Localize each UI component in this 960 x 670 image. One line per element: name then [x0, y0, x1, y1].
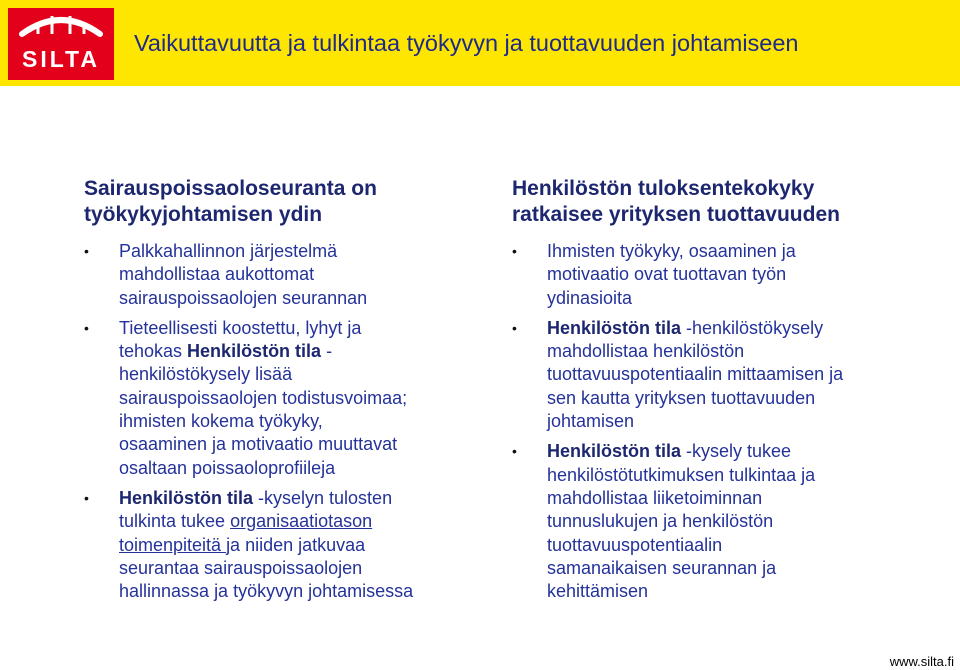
- text-line: Tieteellisesti koostettu, lyhyt ja: [119, 317, 362, 338]
- text-line: mahdollistaa henkilöstön: [547, 341, 745, 362]
- right-bullet-list: [512, 240, 932, 603]
- right-heading: [512, 176, 932, 228]
- list-item: [84, 487, 484, 603]
- text-line: henkilöstötutkimuksen tulkintaa ja: [547, 464, 816, 485]
- bold-term: Henkilöstön tila: [119, 487, 254, 508]
- bold-term: Henkilöstön tila: [547, 317, 682, 338]
- left-bullet-list: [84, 240, 484, 603]
- text-line: osaltaan poissaoloprofiileja: [119, 457, 336, 478]
- text-line: tunnuslukujen ja henkilöstön: [547, 511, 774, 532]
- text-line: seurantaa sairauspoissaolojen: [119, 557, 363, 578]
- bold-term: Henkilöstön tila: [187, 341, 322, 362]
- text-segment: ja niiden jatkuvaa: [226, 534, 366, 555]
- left-heading: [84, 176, 484, 228]
- text-segment: -kyselyn tulosten: [253, 487, 393, 508]
- bullet-icon: •: [84, 489, 89, 506]
- left-heading-line2: työkykyjohtamisen ydin: [84, 203, 323, 226]
- text-segment: -: [321, 341, 333, 362]
- bullet-icon: •: [84, 243, 89, 259]
- text-line: johtamisen: [547, 411, 635, 432]
- list-item: [512, 240, 932, 310]
- logo-text: SILTA: [21, 46, 101, 72]
- underlined-text: toimenpiteitä: [119, 534, 227, 555]
- left-heading-line1: Sairauspoissaoloseuranta on: [84, 177, 377, 200]
- text-segment: -kysely tukee: [681, 441, 792, 462]
- text-line: tuottavuuspotentiaalin: [547, 534, 723, 555]
- left-column: [84, 176, 484, 610]
- bullet-icon: •: [512, 443, 517, 460]
- list-item: [84, 317, 484, 480]
- text-line: ihmisten kokema työkyky,: [119, 411, 323, 432]
- text-line: Ihmisten työkyky, osaaminen ja: [547, 241, 796, 261]
- text-line: Palkkahallinnon järjestelmä: [119, 241, 338, 261]
- text-segment: tulkinta tukee: [119, 511, 231, 532]
- right-column: [512, 176, 932, 610]
- right-heading-line2: ratkaisee yrityksen tuottavuuden: [512, 203, 840, 226]
- text-line: ydinasioita: [547, 287, 633, 308]
- bullet-icon: •: [512, 243, 517, 259]
- bullet-icon: •: [512, 319, 517, 336]
- text-line: kehittämisen: [547, 581, 649, 602]
- text-line: sairauspoissaolojen seurannan: [119, 287, 368, 308]
- text-segment: tehokas: [119, 341, 188, 362]
- text-line: tuottavuuspotentiaalin mittaamisen ja: [547, 364, 844, 385]
- footer-url: www.silta.fi: [889, 654, 954, 669]
- list-item: [512, 440, 932, 603]
- text-line: hallinnassa ja työkyvyn johtamisessa: [119, 581, 414, 602]
- silta-logo: [8, 8, 114, 80]
- list-item: [84, 240, 484, 310]
- text-line: henkilöstökysely lisää: [119, 364, 293, 385]
- underlined-text: organisaatiotason: [230, 511, 373, 532]
- text-line: sen kautta yrityksen tuottavuuden: [547, 387, 816, 408]
- page-title: Vaikuttavuutta ja tulkintaa työkyvyn ja tuottavuuden johtamiseen: [134, 30, 799, 56]
- right-heading-line1: Henkilöstön tuloksentekokyky: [512, 177, 815, 200]
- bold-term: Henkilöstön tila: [547, 441, 682, 462]
- list-item: [512, 317, 932, 433]
- text-segment: -henkilöstökysely: [681, 317, 824, 338]
- text-line: sairauspoissaolojen todistusvoimaa;: [119, 387, 408, 408]
- bullet-icon: •: [84, 319, 89, 336]
- text-line: mahdollistaa liiketoiminnan: [547, 487, 763, 508]
- text-line: motivaatio ovat tuottavan työn: [547, 264, 787, 285]
- text-line: mahdollistaa aukottomat: [119, 264, 315, 285]
- text-line: samanaikaisen seurannan ja: [547, 557, 777, 578]
- text-line: osaaminen ja motivaatio muuttavat: [119, 434, 398, 455]
